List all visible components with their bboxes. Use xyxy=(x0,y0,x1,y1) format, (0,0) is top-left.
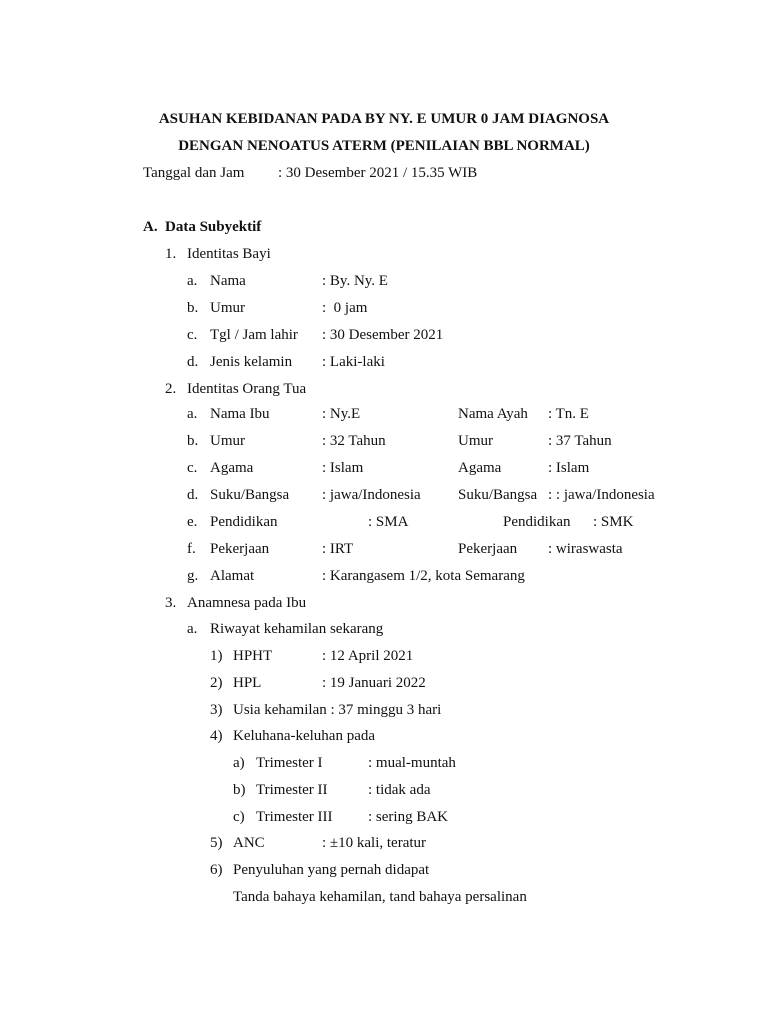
field-value: : Laki-laki xyxy=(322,354,385,370)
field-value-father: : SMK xyxy=(593,514,634,530)
field-value: : Karangasem 1/2, kota Semarang xyxy=(322,568,525,584)
field-value-father: : Islam xyxy=(548,460,590,476)
penyuluhan-detail: Tanda bahaya kehamilan, tand bahaya persalinan xyxy=(233,889,527,905)
section-a-marker: A. xyxy=(143,219,158,235)
field-value: : 30 Desember 2021 xyxy=(322,327,444,343)
field-value-father: : wiraswasta xyxy=(548,541,623,557)
field-label: Pekerjaan xyxy=(210,541,270,557)
field-label: Trimester III xyxy=(256,809,333,825)
list-marker: 1) xyxy=(210,648,223,664)
field-value-father: : 37 Tahun xyxy=(548,433,612,449)
field-value: : jawa/Indonesia xyxy=(322,487,421,503)
field-label-father: Pekerjaan xyxy=(458,541,518,557)
list-marker: 2) xyxy=(210,675,223,691)
list-marker: b. xyxy=(187,300,199,316)
list-marker: d. xyxy=(187,354,199,370)
list-marker: f. xyxy=(187,541,196,557)
riwayat-heading: Riwayat kehamilan sekarang xyxy=(210,621,384,637)
field-label: Pendidikan xyxy=(210,514,278,530)
field-label-father: Pendidikan xyxy=(503,514,571,530)
identitas-ortu-heading: Identitas Orang Tua xyxy=(187,381,307,397)
list-marker: 6) xyxy=(210,862,223,878)
list-marker: a. xyxy=(187,406,198,422)
field-label: Nama Ibu xyxy=(210,406,270,422)
field-value: : By. Ny. E xyxy=(322,273,388,289)
list-marker: a) xyxy=(233,755,245,771)
list-marker: b) xyxy=(233,782,246,798)
list-marker: b. xyxy=(187,433,199,449)
list-marker: c. xyxy=(187,327,198,343)
field-value: : mual-muntah xyxy=(368,755,456,771)
list-marker: 4) xyxy=(210,728,223,744)
field-label: Tgl / Jam lahir xyxy=(210,327,298,343)
field-value: : IRT xyxy=(322,541,354,557)
field-label: Umur xyxy=(210,300,245,316)
field-label: Trimester II xyxy=(256,782,328,798)
field-label-father: Suku/Bangsa xyxy=(458,487,538,503)
list-marker: e. xyxy=(187,514,198,530)
field-value: : SMA xyxy=(368,514,409,530)
field-label: Nama xyxy=(210,273,246,289)
date-value: : 30 Desember 2021 / 15.35 WIB xyxy=(278,165,478,181)
list-marker: c) xyxy=(233,809,245,825)
list-marker: c. xyxy=(187,460,198,476)
field-label: Umur xyxy=(210,433,245,449)
list-marker: d. xyxy=(187,487,199,503)
field-label: Agama xyxy=(210,460,254,476)
list-marker: 5) xyxy=(210,835,223,851)
field-label: Usia kehamilan : 37 minggu 3 hari xyxy=(233,702,442,718)
field-value: : ±10 kali, teratur xyxy=(322,835,427,851)
field-label: HPL xyxy=(233,675,262,691)
field-label-father: Umur xyxy=(458,433,493,449)
field-value: : 32 Tahun xyxy=(322,433,386,449)
field-value-father: : Tn. E xyxy=(548,406,589,422)
date-label: Tanggal dan Jam xyxy=(143,165,245,181)
list-marker: a. xyxy=(187,273,198,289)
field-value: : tidak ada xyxy=(368,782,431,798)
list-marker: g. xyxy=(187,568,199,584)
field-value-father: : : jawa/Indonesia xyxy=(548,487,655,503)
field-label: Trimester I xyxy=(256,755,323,771)
list-marker: a. xyxy=(187,621,198,637)
field-value: : 12 April 2021 xyxy=(322,648,414,664)
field-label: Penyuluhan yang pernah didapat xyxy=(233,862,430,878)
field-label-father: Nama Ayah xyxy=(458,406,528,422)
list-marker: 3) xyxy=(210,702,223,718)
field-value: : sering BAK xyxy=(368,809,448,825)
field-label: Suku/Bangsa xyxy=(210,487,290,503)
field-label: Jenis kelamin xyxy=(210,354,293,370)
document-title-line-2: DENGAN NENOATUS ATERM (PENILAIAN BBL NORMAL) xyxy=(178,138,590,154)
field-label: ANC xyxy=(233,835,265,851)
identitas-bayi-heading: Identitas Bayi xyxy=(187,246,271,262)
section-a-title: Data Subyektif xyxy=(165,219,262,235)
list-number: 3. xyxy=(165,595,177,611)
field-label-father: Agama xyxy=(458,460,502,476)
document-title-line-1: ASUHAN KEBIDANAN PADA BY NY. E UMUR 0 JAM DIAGNOSA xyxy=(158,111,610,127)
list-number: 2. xyxy=(165,381,177,397)
field-value: : Islam xyxy=(322,460,364,476)
field-label: HPHT xyxy=(233,648,273,664)
field-value: : 0 jam xyxy=(322,300,368,316)
field-value: : Ny.E xyxy=(322,406,361,422)
anamnesa-heading: Anamnesa pada Ibu xyxy=(187,595,307,611)
field-label: Alamat xyxy=(210,568,255,584)
field-value: : 19 Januari 2022 xyxy=(322,675,426,691)
field-label: Keluhana-keluhan pada xyxy=(233,728,376,744)
list-number: 1. xyxy=(165,246,177,262)
